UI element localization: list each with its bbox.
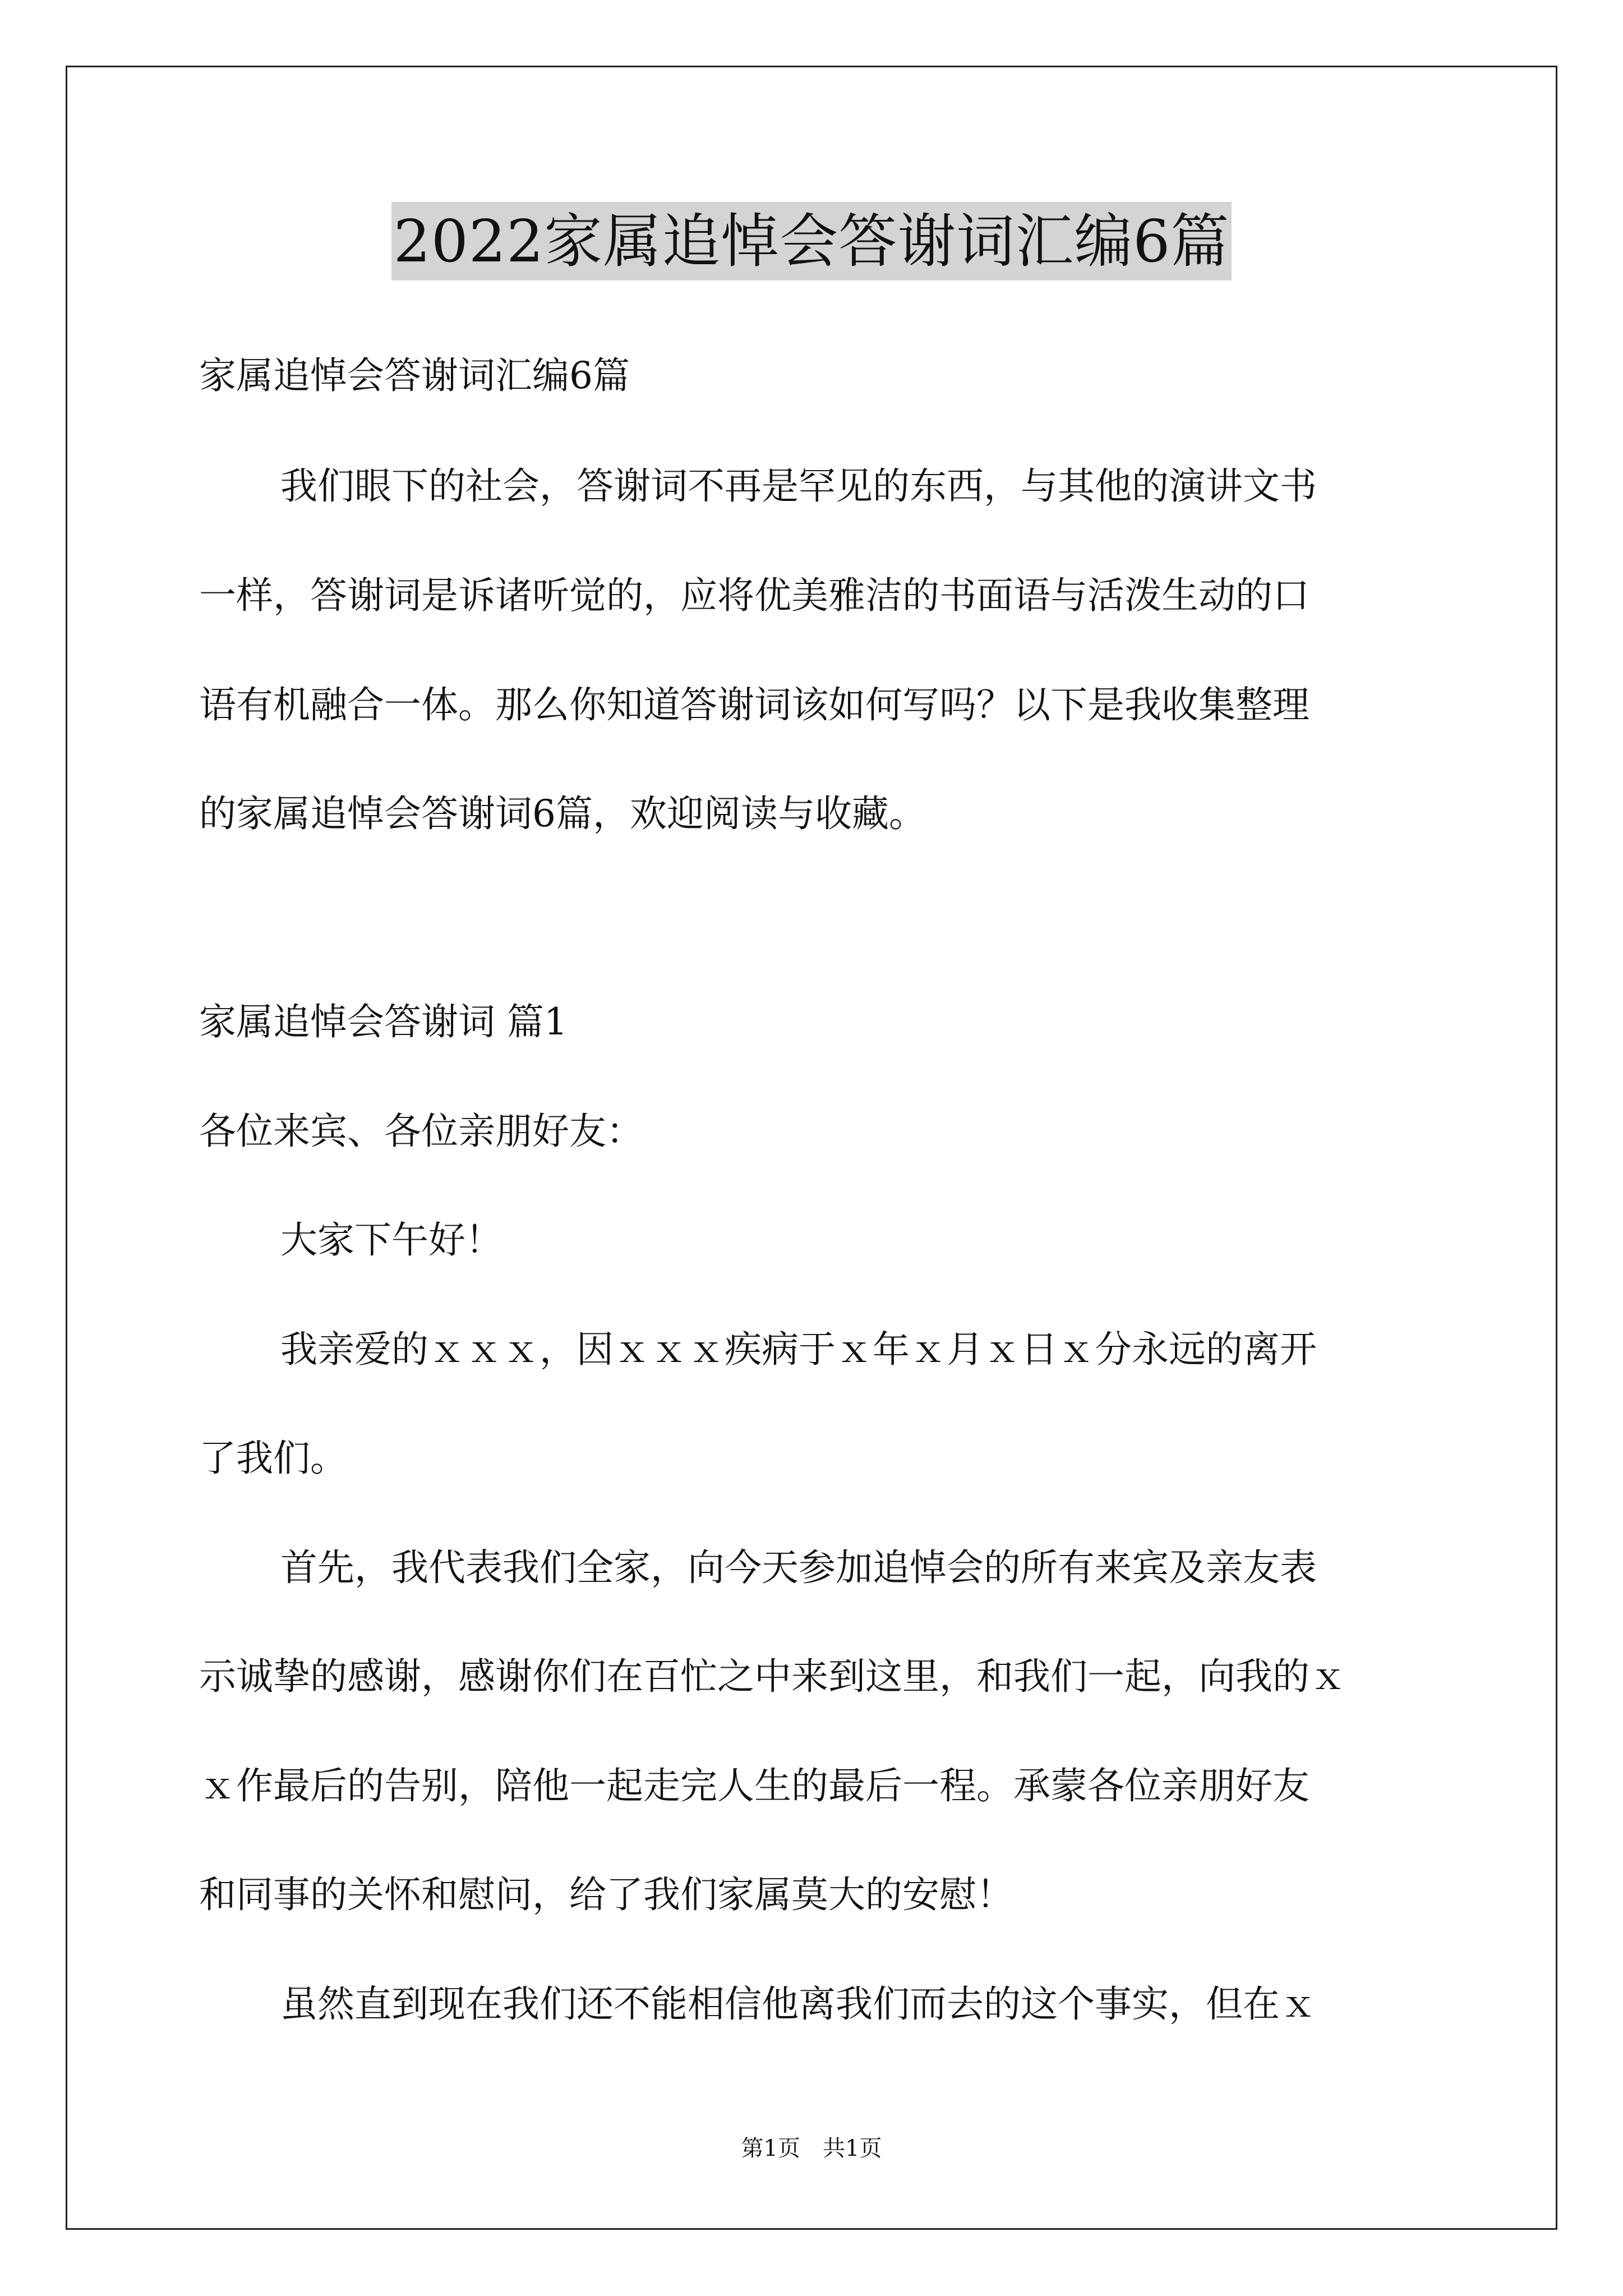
page-footer: 第1页 共1页: [741, 2136, 882, 2161]
intro-line: 语有机融合一体。那么你知道答谢词该如何写吗？以下是我收集整理: [199, 683, 1310, 726]
paragraph-line: 首先，我代表我们全家，向今天参加追悼会的所有来宾及亲友表: [280, 1546, 1317, 1589]
document-title: 2022家属追悼会答谢词汇编6篇: [391, 202, 1232, 280]
intro-line: 的家属追悼会答谢词6篇，欢迎阅读与收藏。: [199, 792, 926, 835]
paragraph-line: 和同事的关怀和慰问，给了我们家属莫大的安慰！: [199, 1873, 1013, 1916]
paragraph-line: 了我们。: [199, 1437, 347, 1480]
intro-line: 一样，答谢词是诉诸听觉的，应将优美雅洁的书面语与活泼生动的口: [199, 574, 1310, 617]
paragraph-line: ｘ作最后的告别，陪他一起走完人生的最后一程。承蒙各位亲朋好友: [199, 1764, 1310, 1807]
title-container: [0, 202, 1623, 280]
section-heading: 家属追悼会答谢词 篇1: [199, 1000, 568, 1043]
document-subtitle: 家属追悼会答谢词汇编6篇: [199, 354, 630, 397]
paragraph-line: 虽然直到现在我们还不能相信他离我们而去的这个事实，但在ｘ: [280, 1982, 1317, 2026]
salutation: 各位来宾、各位亲朋好友：: [199, 1110, 643, 1153]
paragraph-line: 示诚挚的感谢，感谢你们在百忙之中来到这里，和我们一起，向我的ｘ: [199, 1655, 1347, 1698]
intro-line: 我们眼下的社会，答谢词不再是罕见的东西，与其他的演讲文书: [280, 464, 1317, 508]
greeting: 大家下午好！: [280, 1218, 502, 1262]
paragraph-line: 我亲爱的ｘｘｘ，因ｘｘｘ疾病于ｘ年ｘ月ｘ日ｘ分永远的离开: [280, 1328, 1317, 1371]
